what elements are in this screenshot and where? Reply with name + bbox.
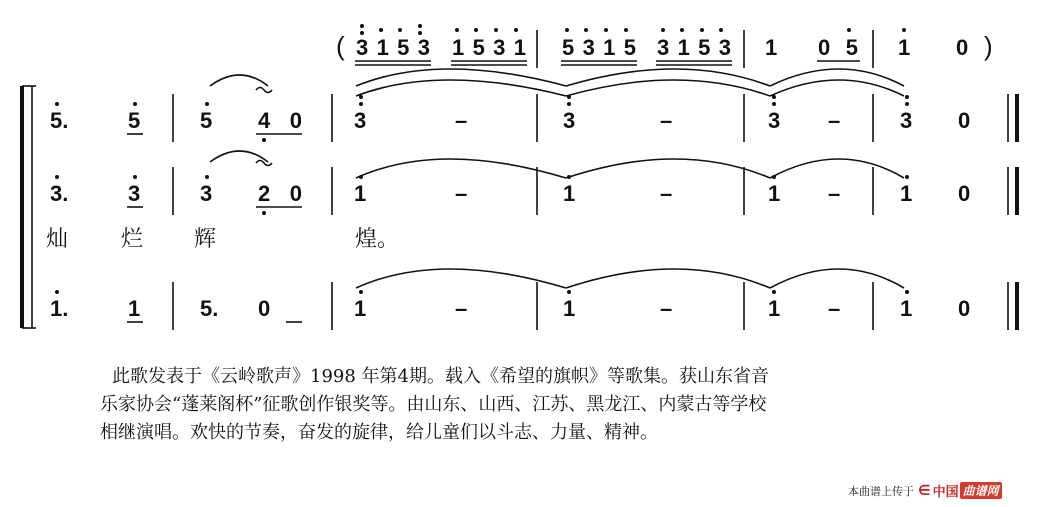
note-alto: 0 bbox=[958, 181, 971, 206]
note-bass: 0 bbox=[258, 296, 271, 321]
note-soprano: 5 bbox=[128, 108, 141, 133]
octave-dot bbox=[905, 95, 909, 99]
note-bass: – bbox=[455, 296, 468, 321]
note-bass: 0 bbox=[958, 296, 971, 321]
note-alto: 1 bbox=[354, 181, 367, 206]
octave-dot bbox=[359, 290, 363, 294]
lyric-syllable: 烂 bbox=[121, 227, 144, 252]
note-bass: – bbox=[660, 296, 673, 321]
note-alto: – bbox=[828, 181, 841, 206]
note-soprano: 0 bbox=[958, 108, 971, 133]
note-bass: – bbox=[828, 296, 841, 321]
note-alto: 1 bbox=[768, 181, 781, 206]
note-alto: 3 bbox=[128, 181, 141, 206]
octave-dot bbox=[205, 102, 209, 106]
note-alto: 1 bbox=[563, 181, 576, 206]
octave-dot bbox=[567, 290, 571, 294]
octave-dot bbox=[567, 102, 571, 106]
octave-dot bbox=[772, 290, 776, 294]
note-soprano: 3 bbox=[563, 108, 576, 133]
octave-dot bbox=[55, 102, 59, 106]
note-soprano: 40 bbox=[258, 108, 302, 133]
description-line: 此歌发表于《云岭歌声》1998 年第4期。载入《希望的旗帜》等歌集。获山东省音 bbox=[112, 366, 769, 387]
octave-dot bbox=[55, 175, 59, 179]
intro-group-2: 1531 bbox=[452, 35, 526, 60]
octave-dot bbox=[772, 95, 776, 99]
note-soprano: 3 bbox=[354, 108, 367, 133]
intro-group-4: 3153 bbox=[657, 35, 731, 60]
ties bbox=[210, 69, 904, 288]
note-bass: 1 bbox=[768, 296, 781, 321]
note-soprano: – bbox=[828, 108, 841, 133]
octave-dot bbox=[567, 95, 571, 99]
note-bass: 1. bbox=[50, 296, 69, 321]
note-bass: 1 bbox=[900, 296, 913, 321]
system-bracket bbox=[22, 86, 36, 328]
note-bass: 1 bbox=[563, 296, 576, 321]
intro-octave-dots bbox=[360, 24, 906, 35]
intro-group-5: 1 bbox=[765, 35, 778, 60]
note-soprano: 3 bbox=[900, 108, 913, 133]
trill-ornament-icon bbox=[256, 88, 272, 93]
octave-dot bbox=[262, 138, 266, 142]
intro-group-6: 05 bbox=[818, 35, 858, 60]
lyric-syllable: 辉 bbox=[194, 227, 217, 252]
site-logo[interactable] bbox=[918, 481, 1002, 500]
lyric-syllable: 煌。 bbox=[355, 227, 400, 252]
intro-group-7: 1 bbox=[898, 35, 911, 60]
upload-text: 本曲谱上传于 bbox=[848, 484, 914, 498]
octave-dot bbox=[905, 290, 909, 294]
note-alto: – bbox=[455, 181, 468, 206]
note-alto: 1 bbox=[900, 181, 913, 206]
octave-dot bbox=[567, 175, 571, 179]
octave-dot bbox=[359, 175, 363, 179]
song-description bbox=[100, 363, 992, 447]
intro-open-paren: ( bbox=[336, 31, 345, 61]
logo-text-main: 中国 bbox=[932, 485, 959, 500]
logo-text-accent: 曲谱网 bbox=[960, 482, 1002, 499]
octave-dot bbox=[772, 102, 776, 106]
note-soprano: 5. bbox=[50, 108, 69, 133]
logo-mark-icon: ∈ bbox=[918, 482, 931, 499]
intro-group-8: 0 bbox=[956, 35, 969, 60]
trill-ornament-icon bbox=[256, 161, 272, 166]
upload-footer bbox=[848, 481, 1002, 500]
description-line: 乐家协会“蓬莱阁杯”征歌创作银奖等。由山东、山西、江苏、黑龙江、内蒙古等学校 bbox=[100, 394, 767, 415]
octave-dot bbox=[205, 175, 209, 179]
lyric-syllable: 灿 bbox=[46, 227, 69, 252]
octave-dot bbox=[905, 175, 909, 179]
intro-group-3: 5315 bbox=[562, 35, 636, 60]
note-alto: 3 bbox=[200, 181, 213, 206]
octave-dot bbox=[359, 95, 363, 99]
intro-beams bbox=[355, 61, 860, 65]
staff-rows bbox=[50, 88, 1017, 331]
description-line: 相继演唱。欢快的节奏，奋发的旋律，给儿童们以斗志、力量、精神。 bbox=[100, 422, 658, 443]
note-soprano: – bbox=[660, 108, 673, 133]
octave-dot bbox=[133, 175, 137, 179]
octave-dot bbox=[133, 102, 137, 106]
intro-close-paren: ) bbox=[984, 31, 993, 61]
octave-dot bbox=[905, 102, 909, 106]
note-soprano: – bbox=[455, 108, 468, 133]
note-soprano: 3 bbox=[768, 108, 781, 133]
octave-dot bbox=[55, 290, 59, 294]
note-alto: 20 bbox=[258, 181, 302, 206]
octave-dot bbox=[359, 102, 363, 106]
note-soprano: 5 bbox=[200, 108, 213, 133]
octave-dot bbox=[262, 211, 266, 215]
note-alto: – bbox=[660, 181, 673, 206]
note-alto: 3. bbox=[50, 181, 69, 206]
note-bass: 1 bbox=[128, 296, 141, 321]
octave-dot bbox=[772, 175, 776, 179]
note-bass: 1 bbox=[354, 296, 367, 321]
intro-group-1: 3153 bbox=[356, 35, 430, 60]
note-bass: 5. bbox=[200, 296, 219, 321]
